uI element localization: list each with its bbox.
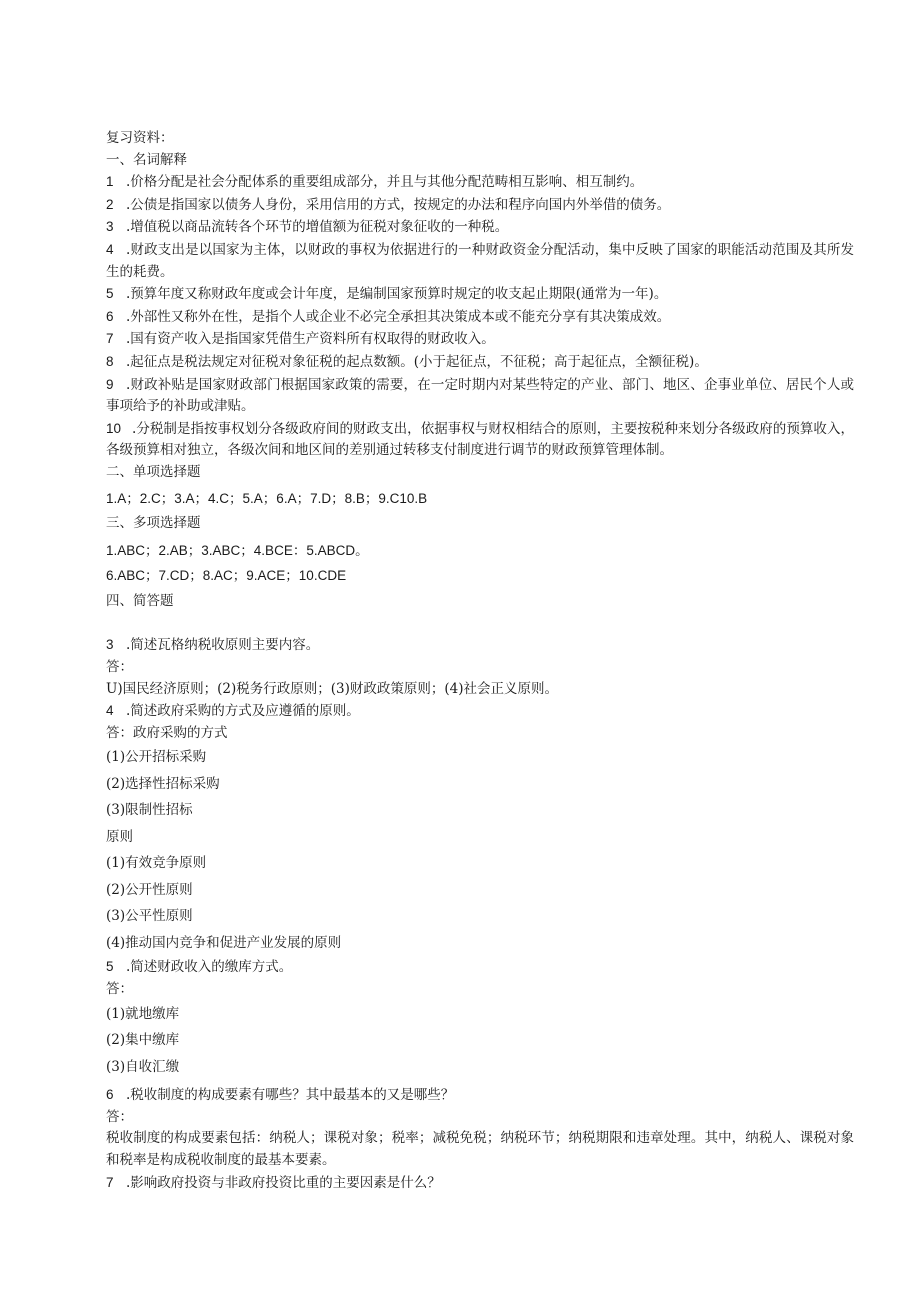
question <box>106 1172 854 1195</box>
question <box>106 700 854 723</box>
item-text: .国有资产收入是指国家凭借生产资料所有权取得的财政收入。 <box>126 331 495 348</box>
item-text: .外部性又称外在性，是指个人或企业不必完全承担其决策成本或不能充分享有其决策成效。 <box>126 308 671 325</box>
term-item <box>106 374 854 418</box>
answer-list-item: (1)就地缴库 <box>106 1005 180 1022</box>
question-number: 4 <box>106 703 114 719</box>
answer-list-item: (2)选择性招标采购 <box>106 775 220 792</box>
answer-list-item: (1)公开招标采购 <box>106 749 207 766</box>
multiple-choice-answers: 1.ABC；2.AB；3.ABC；4.BCE：5.ABCD。 <box>106 542 369 558</box>
item-number: 3 <box>106 219 114 235</box>
multiple-choice-answers: 6.ABC；7.CD；8.AC；9.ACE；10.CDE <box>106 568 347 584</box>
principle-label: 原则 <box>106 828 133 845</box>
item-text: .财政补贴是国家财政部门根据国家政策的需要，在一定时期内对某些特定的产业、部门、地区、企事业单位、居民个人或事项给予的补助或津贴。 <box>106 376 854 415</box>
answer-list-item: (3)公平性原则 <box>106 908 193 925</box>
item-number: 2 <box>106 196 114 212</box>
item-number: 1 <box>106 174 114 190</box>
term-item <box>106 306 854 329</box>
question-text: .简述财政收入的缴库方式。 <box>126 959 293 976</box>
answer-text: 税收制度的构成要素包括：纳税人；课税对象；税率；减税免税；纳税环节；纳税期限和违章处理。其中，纳税人、课税对象和税率是构成税收制度的最基本要素。 <box>106 1130 854 1168</box>
doc-title: 复习资料： <box>106 130 174 146</box>
answer-list-item: (2)公开性原则 <box>106 881 193 898</box>
item-text: .起征点是税法规定对征税对象征税的起点数额。(小于起征点，不征税；高于起征点，全额征税)。 <box>126 353 708 370</box>
item-text: .价格分配是社会分配体系的重要组成部分，并且与其他分配范畴相互影响、相互制约。 <box>126 174 644 191</box>
term-item <box>106 194 854 217</box>
answer-label: 答：政府采购的方式 <box>106 724 228 741</box>
question-number: 5 <box>106 959 114 975</box>
term-item <box>106 239 854 283</box>
item-number: 7 <box>106 331 114 347</box>
item-number: 9 <box>106 376 114 392</box>
item-text: .财政支出是以国家为主体，以财政的事权为依据进行的一种财政资金分配活动，集中反映了国家的职能活动范围及其所发生的耗费。 <box>106 241 854 280</box>
answer-list-item: (4)推动国内竞争和促进产业发展的原则 <box>106 934 342 951</box>
question-text: .影响政府投资与非政府投资比重的主要因素是什么？ <box>126 1174 441 1191</box>
section-heading-single-choice: 二、单项选择题 <box>106 463 201 480</box>
answer-text: U)国民经济原则；(2)税务行政原则；(3)财政政策原则；(4)社会正义原则。 <box>106 680 559 697</box>
question-number: 6 <box>106 1087 114 1103</box>
answer-list-item: (2)集中缴库 <box>106 1032 180 1049</box>
question-text: .简述瓦格纳税收原则主要内容。 <box>126 637 320 654</box>
single-choice-answers: 1.A；2.C；3.A；4.C；5.A；6.A；7.D；8.B；9.C10.B <box>106 490 428 506</box>
question-text: .税收制度的构成要素有哪些？其中最基本的又是哪些？ <box>126 1087 455 1104</box>
answer-label: 答： <box>106 659 133 676</box>
section-heading-multiple-choice: 三、多项选择题 <box>106 515 201 532</box>
item-number: 10 <box>106 420 122 436</box>
answer-label: 答： <box>106 981 133 998</box>
section-heading-short-answer: 四、简答题 <box>106 592 174 609</box>
document-page <box>106 128 854 1194</box>
item-number: 8 <box>106 353 114 369</box>
item-text: .公债是指国家以债务人身份，采用信用的方式，按规定的办法和程序向国内外举借的债务。 <box>126 196 671 213</box>
item-text: .预算年度又称财政年度或会计年度，是编制国家预算时规定的收支起止期限(通常为一年)。 <box>126 286 668 303</box>
item-number: 6 <box>106 308 114 324</box>
answer-list-item: (1)有效竞争原则 <box>106 855 207 872</box>
term-item <box>106 171 854 194</box>
term-item <box>106 351 854 374</box>
answer-list-item: (3)自收汇缴 <box>106 1058 180 1075</box>
section-heading-terms: 一、名词解释 <box>106 151 187 168</box>
term-item <box>106 283 854 306</box>
question-number: 7 <box>106 1174 114 1190</box>
question-text: .简述政府采购的方式及应遵循的原则。 <box>126 703 360 720</box>
question <box>106 956 854 979</box>
answer-label: 答： <box>106 1108 133 1125</box>
question-number: 3 <box>106 637 114 653</box>
item-number: 4 <box>106 241 114 257</box>
term-item <box>106 216 854 239</box>
term-item <box>106 418 854 462</box>
item-number: 5 <box>106 286 114 302</box>
question <box>106 634 854 657</box>
term-item <box>106 328 854 351</box>
answer-list-item: (3)限制性招标 <box>106 802 193 819</box>
item-text: .增值税以商品流转各个环节的增值额为征税对象征收的一种税。 <box>126 219 509 236</box>
question <box>106 1084 854 1107</box>
blank-gap <box>106 612 854 634</box>
item-text: .分税制是指按事权划分各级政府间的财政支出，依据事权与财权相结合的原则，主要按税种来划分各级政府的预算收入，各级预算相对独立，各级次间和地区间的差别通过转移支付制度进行调节的财政预算管理体制。 <box>106 420 854 459</box>
